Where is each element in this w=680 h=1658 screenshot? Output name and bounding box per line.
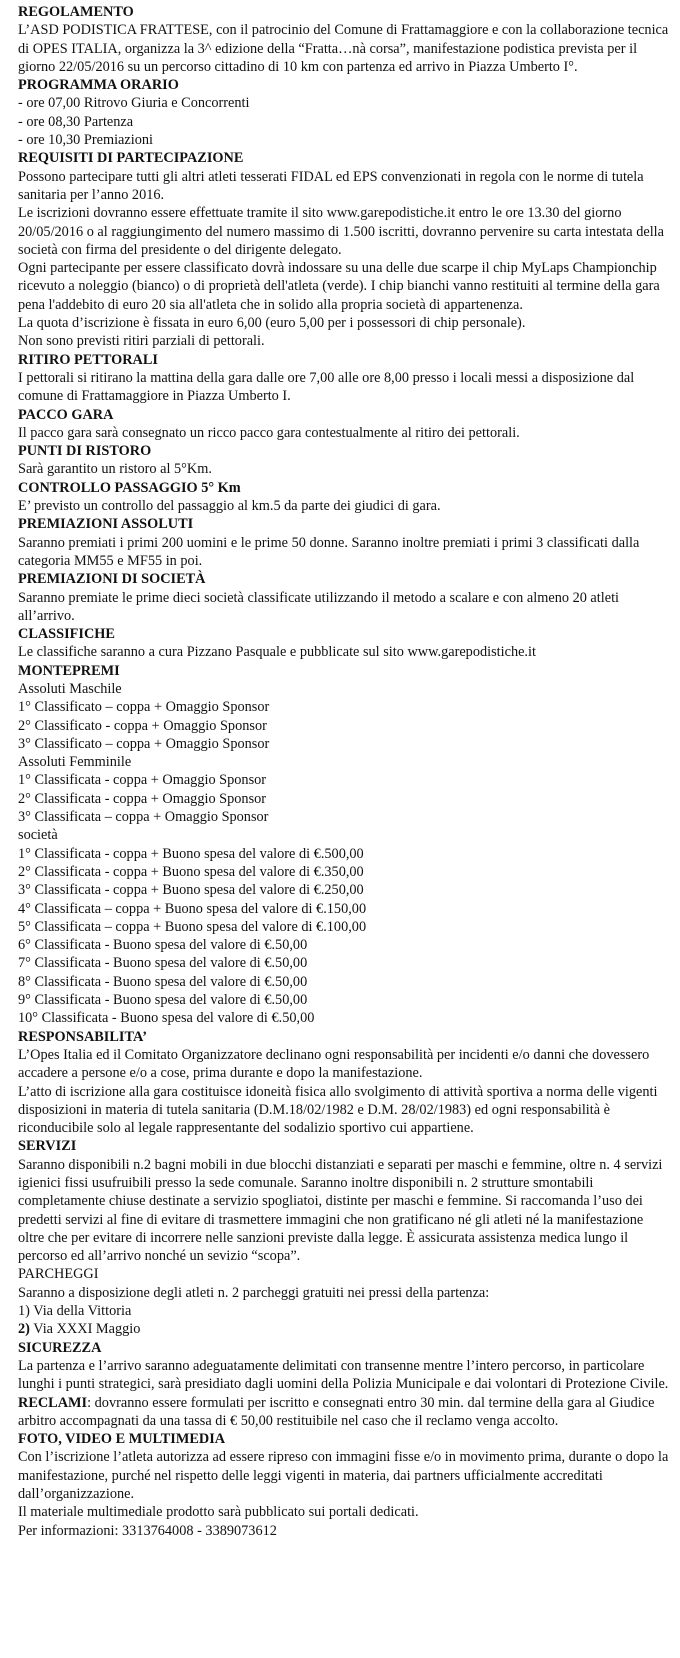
prize-list-item: 3° Classificato – coppa + Omaggio Sponsor [18, 735, 270, 752]
programma-item: - ore 08,30 Partenza [18, 113, 134, 130]
section-heading-premiazioni-societa: PREMIAZIONI DI SOCIETÀ [18, 571, 206, 588]
section-heading-ritiro: RITIRO PETTORALI [18, 351, 158, 368]
servizi-text: Saranno disponibili n.2 bagni mobili in due blocchi distanziati e separati per maschi e femmine, oltre n. 4 servizi igienici fissi usufruibili presso la sede comunale. Saranno inoltre disponibili n. 2 strutture smontabili completamente chiuse destinate a servizio spogliatoi, distinte per maschi e femmine. Si raccomanda l’uso dei predetti servizi al fine di evitare di trasmettere immagini che non gratificano né gli atleti né la manifestazione oltre che per evitare di incorrere nelle sanzioni previste dalla legge. È assicurata assistenza medica lungo il percorso ed all’arrivo nonché un sevizio “scopa”. [18, 1156, 663, 1265]
requisiti-text-after-link: entro le ore 13.30 del giorno 20/05/2016 o al raggiungimento del numero massimo di 1.500 iscritti, dovranno pervenire su carta intestata della società con firma del presidente o del dirigente delegato. [18, 205, 664, 258]
garepodistiche-link[interactable]: www.garepodistiche.it [326, 205, 456, 222]
programma-item: - ore 10,30 Premiazioni [18, 132, 153, 149]
prize-list-item: 7° Classificata - Buono spesa del valore di €.50,00 [18, 955, 308, 972]
prize-list-item: 2° Classificata - coppa + Omaggio Sponsor [18, 790, 267, 807]
section-heading-foto: FOTO, VIDEO E MULTIMEDIA [18, 1431, 226, 1448]
classifiche-text: Le classifiche saranno a cura Pizzano Pasquale e pubblicate sul sito www.garepodistiche.it [18, 644, 536, 661]
requisiti-iscrizioni-paragraph [18, 204, 670, 259]
prize-list-item: 10° Classificata - Buono spesa del valore di €.50,00 [18, 1010, 315, 1027]
contact-info: Per informazioni: 3313764008 - 3389073612 [18, 1522, 277, 1539]
requisiti-paragraph: La quota d’iscrizione è fissata in euro 6,00 (euro 5,00 per i possessori di chip personale). [18, 315, 526, 332]
controllo-text: E’ previsto un controllo del passaggio al km.5 da parte dei giudici di gara. [18, 498, 441, 515]
prize-list-item: 1° Classificata - coppa + Buono spesa del valore di €.500,00 [18, 845, 364, 862]
requisiti-paragraph: Non sono previsti ritiri parziali di pettorali. [18, 333, 265, 350]
parcheggi-item-text: Via XXXI Maggio [29, 1321, 141, 1338]
ristoro-text: Sarà garantito un ristoro al 5°Km. [18, 461, 212, 478]
section-heading-classifiche: CLASSIFICHE [18, 626, 115, 643]
parcheggi-item: 1) Via della Vittoria [18, 1303, 132, 1320]
prize-list-item: 6° Classificata - Buono spesa del valore di €.50,00 [18, 937, 308, 954]
prize-list-item: 9° Classificata - Buono spesa del valore di €.50,00 [18, 992, 308, 1009]
pacco-text: Il pacco gara sarà consegnato un ricco pacco gara contestualmente al ritiro dei pettorali. [18, 424, 520, 441]
requisiti-text-before-link: Le iscrizioni dovranno essere effettuate tramite il sito [18, 205, 327, 222]
prize-list-item: 1° Classificata - coppa + Omaggio Sponsor [18, 772, 267, 789]
section-heading-ristoro: PUNTI DI RISTORO [18, 443, 152, 460]
premiazioni-societa-text: Saranno premiate le prime dieci società classificate utilizzando il metodo a scalare e con almeno 20 atleti all’arrivo. [18, 589, 620, 624]
prize-list-item: 5° Classificata – coppa + Buono spesa del valore di €.100,00 [18, 918, 367, 935]
premiazioni-assoluti-text: Saranno premiati i primi 200 uomini e le prime 50 donne. Saranno inoltre premiati i primi 3 classificati dalla categoria MM55 e MF55 in poi. [18, 534, 640, 569]
section-heading-parcheggi: PARCHEGGI [18, 1266, 99, 1283]
section-heading-programma: PROGRAMMA ORARIO [18, 77, 179, 94]
section-heading-premiazioni-assoluti: PREMIAZIONI ASSOLUTI [18, 516, 194, 533]
reclami-paragraph [18, 1394, 670, 1431]
reclami-text: : dovranno essere formulati per iscritto e consegnati entro 30 min. dal termine della gara al Giudice arbitro accompagnati da una tassa di € 50,00 restituibile nel caso che il reclamo venga accolto. [18, 1394, 655, 1429]
regolamento-text: L’ASD PODISTICA FRATTESE, con il patrocinio del Comune di Frattamaggiore e con la collaborazione tecnica di OPES ITALIA, organizza la 3^ edizione della “Fratta…nà corsa”, manifestazione podistica prevista per il giorno 22/05/2016 su un percorso cittadino di 10 km con partenza ed arrivo in Piazza Umberto I°. [18, 22, 669, 75]
section-heading-servizi: SERVIZI [18, 1138, 77, 1155]
section-heading-montepremi: MONTEPREMI [18, 662, 120, 679]
section-heading-sicurezza: SICUREZZA [18, 1339, 102, 1356]
prize-list-item: 8° Classificata - Buono spesa del valore di €.50,00 [18, 973, 308, 990]
section-heading-responsabilita: RESPONSABILITA’ [18, 1028, 147, 1045]
sicurezza-text: La partenza e l’arrivo saranno adeguatamente delimitati con transenne mentre l’intero percorso, in particolare lunghi i punti strategici, sarà presidiato dagli uomini della Polizia Municipale e dai volontari di Protezione Civile. [18, 1357, 669, 1393]
reclami-label: RECLAMI [18, 1394, 88, 1411]
montepremi-femminile-title: Assoluti Femminile [18, 754, 132, 771]
foto-paragraph: Con l’iscrizione l’atleta autorizza ad essere ripreso con immagini fisse e/o in movimento prima, durante o dopo la manifestazione, purché nel rispetto delle leggi vigenti in materia, dai partners ufficialmente accreditati dall’organizzazione. [18, 1449, 669, 1503]
section-heading-regolamento: REGOLAMENTO [18, 4, 134, 20]
requisiti-paragraph: Ogni partecipante per essere classificato dovrà indossare su una delle due scarpe il chip MyLaps Championchip ricevuto a noleggio (bianco) o di proprietà dell'atleta (verde). I chip bianchi vanno restituiti al termine della gara pena l'addebito di euro 20 sia all'atleta che in solido alla propria società di appartenenza. [18, 260, 660, 313]
foto-paragraph: Il materiale multimediale prodotto sarà pubblicato sui portali dedicati. [18, 1504, 419, 1521]
programma-item: - ore 07,00 Ritrovo Giuria e Concorrenti [18, 95, 250, 112]
ritiro-text: I pettorali si ritirano la mattina della gara dalle ore 7,00 alle ore 8,00 presso i locali messi a disposizione dal comune di Frattamaggiore in Piazza Umberto I. [18, 369, 635, 405]
parcheggi-text: Saranno a disposizione degli atleti n. 2 parcheggi gratuiti nei pressi della partenza: [18, 1284, 490, 1301]
prize-list-item: 3° Classificata - coppa + Buono spesa del valore di €.250,00 [18, 882, 364, 899]
requisiti-paragraph: Possono partecipare tutti gli altri atleti tesserati FIDAL ed EPS convenzionati in regola con le norme di tutela sanitaria per l’anno 2016. [18, 168, 644, 203]
prize-list-item: 1° Classificato – coppa + Omaggio Sponsor [18, 699, 270, 716]
prize-list-item: 2° Classificato - coppa + Omaggio Sponsor [18, 717, 267, 734]
section-heading-requisiti: REQUISITI DI PARTECIPAZIONE [18, 150, 244, 167]
parcheggi-item-number: 2) [18, 1321, 30, 1338]
prize-list-item: 2° Classificata - coppa + Buono spesa del valore di €.350,00 [18, 863, 364, 880]
responsabilita-paragraph: L’Opes Italia ed il Comitato Organizzatore declinano ogni responsabilità per incidenti e/o danni che dovessero accadere a persone e/o a cose, prima durante e dopo la manifestazione. [18, 1046, 650, 1082]
section-heading-pacco: PACCO GARA [18, 406, 114, 423]
parcheggi-item [18, 1320, 670, 1338]
montepremi-maschile-title: Assoluti Maschile [18, 680, 122, 697]
prize-list-item: 3° Classificata – coppa + Omaggio Sponsor [18, 809, 269, 826]
responsabilita-paragraph: L’atto di iscrizione alla gara costituisce idoneità fisica allo svolgimento di attività sportiva a norma delle vigenti disposizioni in materia di tutela sanitaria (D.M.18/02/1982 e D.M. 28/02/1983) ed ogni responsabilità è riconducibile solo al legale rappresentante del sodalizio sportivo cui appartiene. [18, 1083, 658, 1137]
prize-list-item: 4° Classificata – coppa + Buono spesa del valore di €.150,00 [18, 900, 367, 917]
section-heading-controllo: CONTROLLO PASSAGGIO 5° Km [18, 479, 241, 496]
montepremi-societa-title: società [18, 827, 58, 844]
